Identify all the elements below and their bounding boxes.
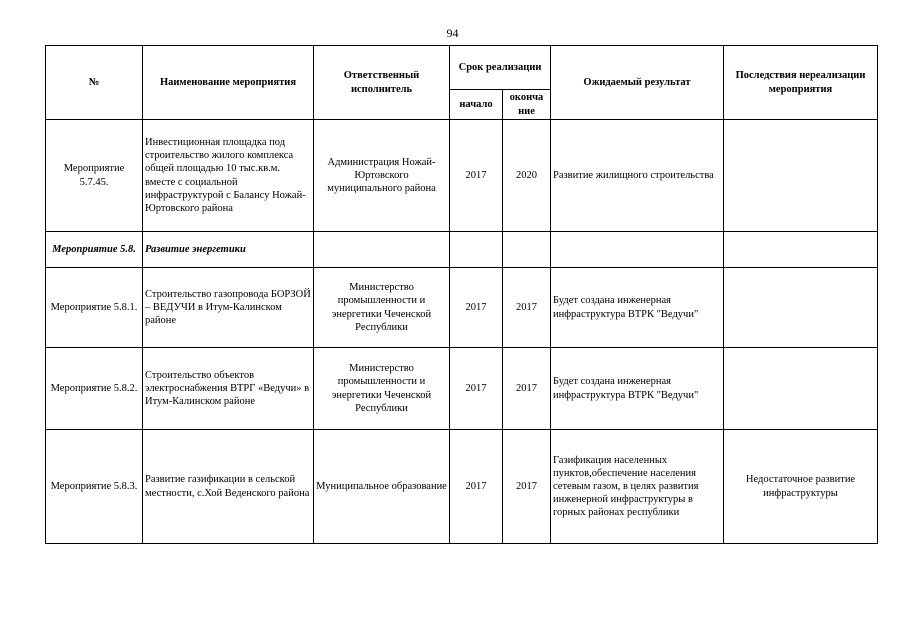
section-num: Мероприятие 5.8. [46, 232, 143, 268]
header-consequences: Последствия нереализации мероприятия [724, 46, 878, 120]
row-name: Инвестиционная площадка под строительство жилого комплекса общей площадью 10 тыс.кв.м. вместе с социальной инфраструктурой с Балансу Ножай-Юртовского района [143, 120, 314, 232]
section-row [46, 232, 878, 268]
row-end [503, 232, 551, 268]
row-consequences [724, 348, 878, 430]
header-result: Ожидаемый результат [551, 46, 724, 120]
row-num: Мероприятие 5.8.1. [46, 268, 143, 348]
header-name: Наименование мероприятия [143, 46, 314, 120]
row-end: 2020 [503, 120, 551, 232]
row-num: Мероприятие 5.8.3. [46, 430, 143, 544]
row-result: Газификация населенных пунктов,обеспечение населения сетевым газом, в целях развития инженерной инфраструктуры в горных районах республики [551, 430, 724, 544]
row-name: Строительство газопровода БОРЗОЙ – ВЕДУЧИ в Итум-Калинском районе [143, 268, 314, 348]
row-responsible: Администрация Ножай-Юртовского муниципального района [314, 120, 450, 232]
section-name: Развитие энергетики [143, 232, 314, 268]
row-start [450, 232, 503, 268]
table-row [46, 120, 878, 232]
header-term: Срок реализации [450, 46, 551, 90]
row-end: 2017 [503, 348, 551, 430]
row-consequences [724, 268, 878, 348]
row-consequences: Недостаточное развитие инфраструктуры [724, 430, 878, 544]
row-result: Будет создана инженерная инфраструктура ВТРК "Ведучи" [551, 268, 724, 348]
row-start: 2017 [450, 430, 503, 544]
header-start: начало [450, 90, 503, 120]
header-end: оконча ние [503, 90, 551, 120]
measures-table [45, 45, 878, 544]
row-responsible: Муниципальное образование [314, 430, 450, 544]
row-name: Развитие газификации в сельской местности, с.Хой Веденского района [143, 430, 314, 544]
header-responsible: Ответственный исполнитель [314, 46, 450, 120]
row-start: 2017 [450, 120, 503, 232]
row-end: 2017 [503, 268, 551, 348]
row-responsible: Министерство промышленности и энергетики Чеченской Республики [314, 268, 450, 348]
table-row [46, 430, 878, 544]
row-start: 2017 [450, 348, 503, 430]
row-responsible: Министерство промышленности и энергетики Чеченской Республики [314, 348, 450, 430]
row-consequences [724, 120, 878, 232]
row-consequences [724, 232, 878, 268]
row-name: Строительство объектов электроснабжения ВТРГ «Ведучи» в Итум-Калинском районе [143, 348, 314, 430]
row-result: Будет создана инженерная инфраструктура ВТРК "Ведучи" [551, 348, 724, 430]
page-number: 94 [446, 26, 459, 40]
row-end: 2017 [503, 430, 551, 544]
header-num: № [46, 46, 143, 120]
row-result: Развитие жилищного строительства [551, 120, 724, 232]
table-row [46, 348, 878, 430]
row-num: Мероприятие 5.7.45. [46, 120, 143, 232]
row-responsible [314, 232, 450, 268]
row-num: Мероприятие 5.8.2. [46, 348, 143, 430]
row-start: 2017 [450, 268, 503, 348]
table-row [46, 268, 878, 348]
row-result [551, 232, 724, 268]
